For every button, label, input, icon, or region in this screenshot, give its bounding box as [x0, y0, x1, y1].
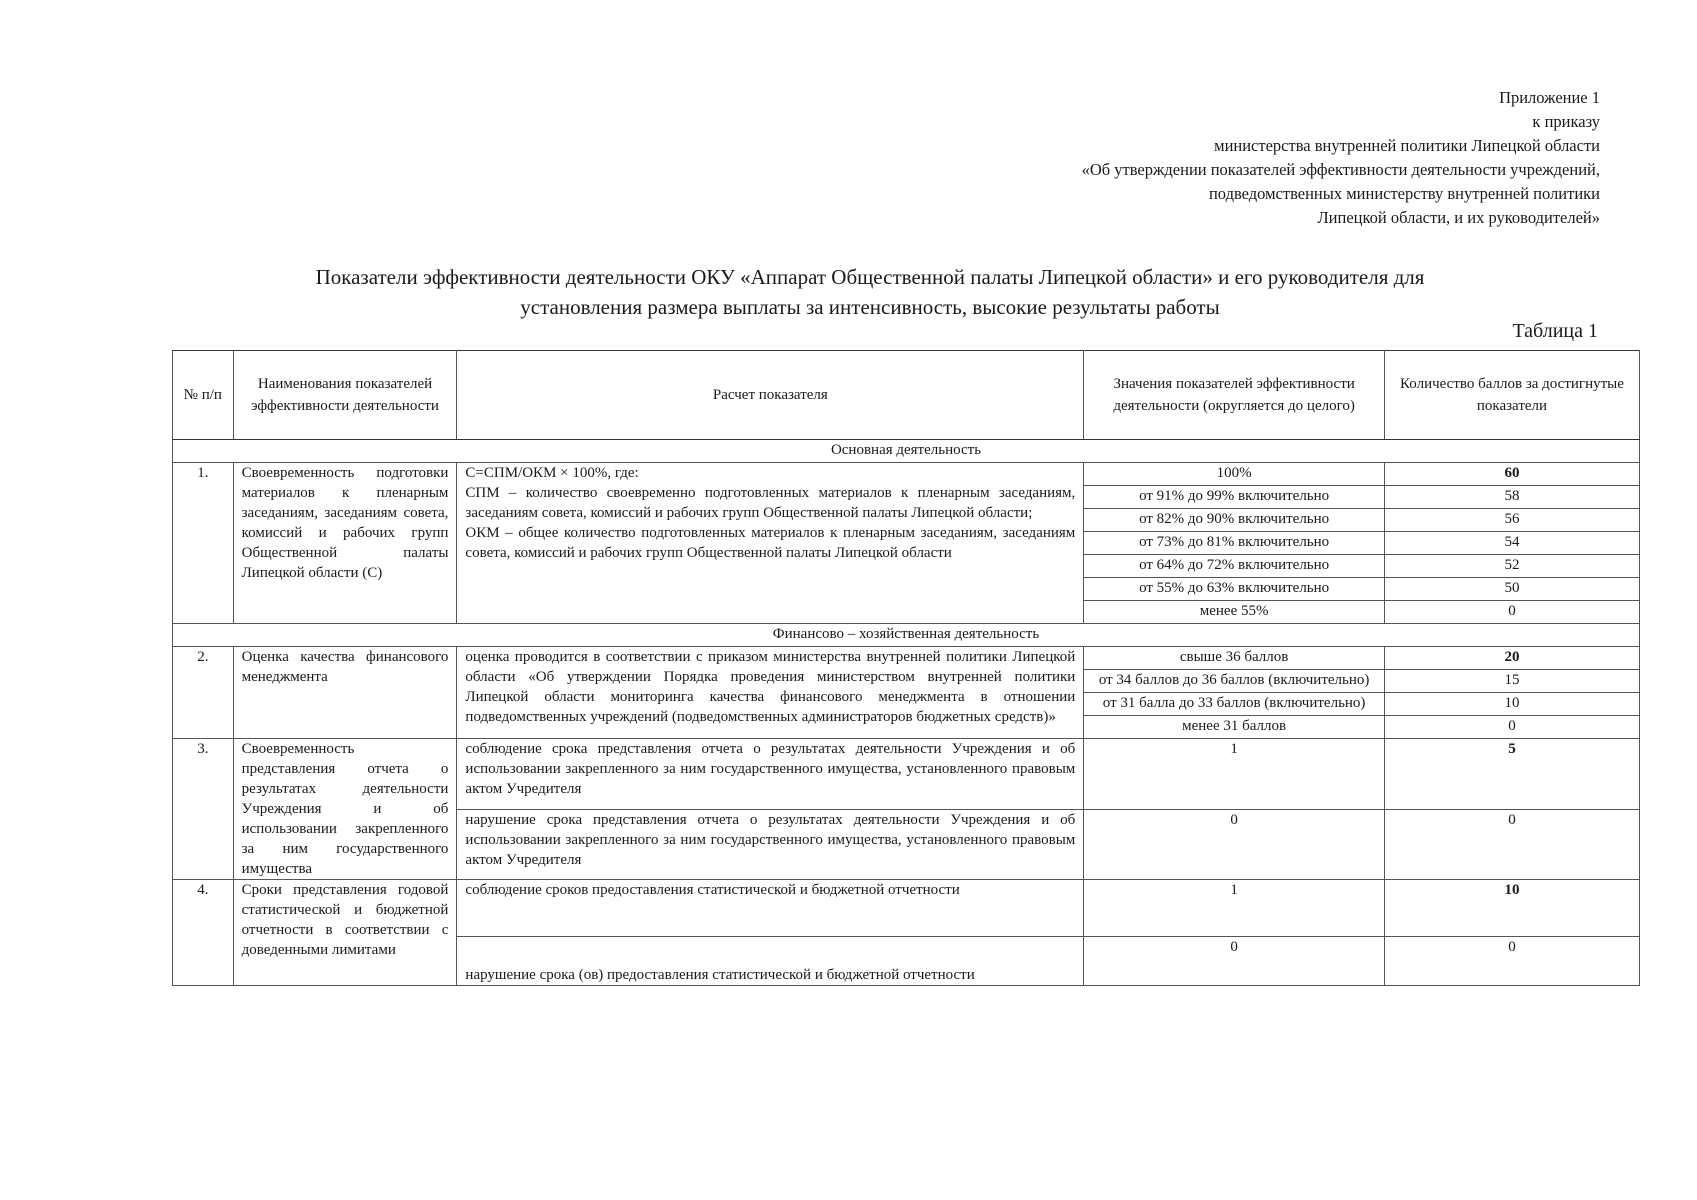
appendix-line: к приказу [1532, 112, 1600, 131]
points-cell: 10 [1384, 693, 1639, 716]
value-cell: от 91% до 99% включительно [1084, 486, 1385, 509]
value-cell: менее 31 баллов [1084, 716, 1385, 739]
calculation: нарушение срока (ов) предоставления статистической и бюджетной отчетности [457, 937, 1084, 986]
table-row [173, 647, 1640, 670]
value-cell: 1 [1084, 739, 1385, 810]
row-num: 2. [173, 647, 234, 739]
table-label: Таблица 1 [1512, 320, 1598, 342]
points-cell: 0 [1384, 809, 1639, 880]
calculation: нарушение срока представления отчета о результатах деятельности Учреждения и об использовании закрепленного за ним государственного имущества, установленного правовым актом Учредителя [457, 809, 1084, 880]
section-finance: Финансово – хозяйственная деятельность [173, 624, 1640, 647]
header-calc: Расчет показателя [457, 351, 1084, 440]
calculation [457, 463, 1084, 624]
section-row [173, 440, 1640, 463]
table-row [173, 463, 1640, 486]
points-cell: 5 [1384, 739, 1639, 810]
calc-line: С=СПМ/ОКМ × 100%, где: [465, 465, 639, 481]
points-cell: 0 [1384, 937, 1639, 986]
appendix-line: Липецкой области, и их руководителей» [1317, 208, 1600, 227]
value-cell: от 82% до 90% включительно [1084, 509, 1385, 532]
points-cell: 52 [1384, 555, 1639, 578]
value-cell: менее 55% [1084, 601, 1385, 624]
value-cell: от 73% до 81% включительно [1084, 532, 1385, 555]
value-cell: 0 [1084, 809, 1385, 880]
section-main: Основная деятельность [173, 440, 1640, 463]
appendix-line: «Об утверждении показателей эффективности деятельности учреждений, [1081, 160, 1600, 179]
points-cell: 54 [1384, 532, 1639, 555]
value-cell: 100% [1084, 463, 1385, 486]
appendix-block [840, 86, 1600, 230]
appendix-line: подведомственных министерству внутренней политики [1208, 184, 1600, 203]
table-row [173, 880, 1640, 937]
indicator-name: Оценка качества финансового менеджмента [233, 647, 457, 739]
points-cell: 0 [1384, 716, 1639, 739]
document-title [160, 262, 1580, 322]
calculation: соблюдение сроков предоставления статистической и бюджетной отчетности [457, 880, 1084, 937]
value-cell: от 34 баллов до 36 баллов (включительно) [1084, 670, 1385, 693]
indicator-name: Своевременность подготовки материалов к пленарным заседаниям, заседаниям совета, комиссий и рабочих групп Общественной палаты Липецкой области (С) [233, 463, 457, 624]
row-num: 4. [173, 880, 234, 986]
header-name: Наименования показателей эффективности деятельности [233, 351, 457, 440]
calculation: соблюдение срока представления отчета о результатах деятельности Учреждения и об использовании закрепленного за ним государственного имущества, установленного правовым актом Учредителя [457, 739, 1084, 810]
points-cell: 50 [1384, 578, 1639, 601]
calculation: оценка проводится в соответствии с приказом министерства внутренней политики Липецкой области «Об утверждении Порядка проведения министерством внутренней политики Липецкой области мониторинга качества финансового менеджмента в отношении подведомственных учреждений (подведомственных администраторов бюджетных средств)» [457, 647, 1084, 739]
title-line: Показатели эффективности деятельности ОКУ «Аппарат Общественной палаты Липецкой области» и его руководителя для [315, 265, 1425, 289]
header-values: Значения показателей эффективности деятельности (округляется до целого) [1084, 351, 1385, 440]
table-row [173, 739, 1640, 810]
calc-line: СПМ – количество своевременно подготовленных материалов к пленарным заседаниям, заседаниям совета, комиссий и рабочих групп Общественной палаты Липецкой области; [465, 485, 1076, 521]
row-num: 1. [173, 463, 234, 624]
points-cell: 0 [1384, 601, 1639, 624]
indicators-table [172, 350, 1640, 986]
indicator-name: Своевременность представления отчета о результатах деятельности Учреждения и об использовании закрепленного за ним государственного имущества [233, 739, 457, 880]
value-cell: от 64% до 72% включительно [1084, 555, 1385, 578]
points-cell: 60 [1384, 463, 1639, 486]
header-points: Количество баллов за достигнутые показатели [1384, 351, 1639, 440]
calc-line: ОКМ – общее количество подготовленных материалов к пленарным заседаниям, заседаниям совета, комиссий и рабочих групп Общественной палаты Липецкой области [465, 525, 1076, 561]
appendix-line: Приложение 1 [1499, 88, 1600, 107]
value-cell: от 31 балла до 33 баллов (включительно) [1084, 693, 1385, 716]
table-header-row [173, 351, 1640, 440]
indicator-name: Сроки представления годовой статистической и бюджетной отчетности в соответствии с доведенными лимитами [233, 880, 457, 986]
header-num: № п/п [173, 351, 234, 440]
value-cell: 1 [1084, 880, 1385, 937]
points-cell: 20 [1384, 647, 1639, 670]
value-cell: 0 [1084, 937, 1385, 986]
row-num: 3. [173, 739, 234, 880]
value-cell: свыше 36 баллов [1084, 647, 1385, 670]
appendix-line: министерства внутренней политики Липецкой области [1214, 136, 1600, 155]
section-row [173, 624, 1640, 647]
points-cell: 15 [1384, 670, 1639, 693]
points-cell: 56 [1384, 509, 1639, 532]
title-line: установления размера выплаты за интенсивность, высокие результаты работы [520, 295, 1220, 319]
points-cell: 58 [1384, 486, 1639, 509]
value-cell: от 55% до 63% включительно [1084, 578, 1385, 601]
points-cell: 10 [1384, 880, 1639, 937]
